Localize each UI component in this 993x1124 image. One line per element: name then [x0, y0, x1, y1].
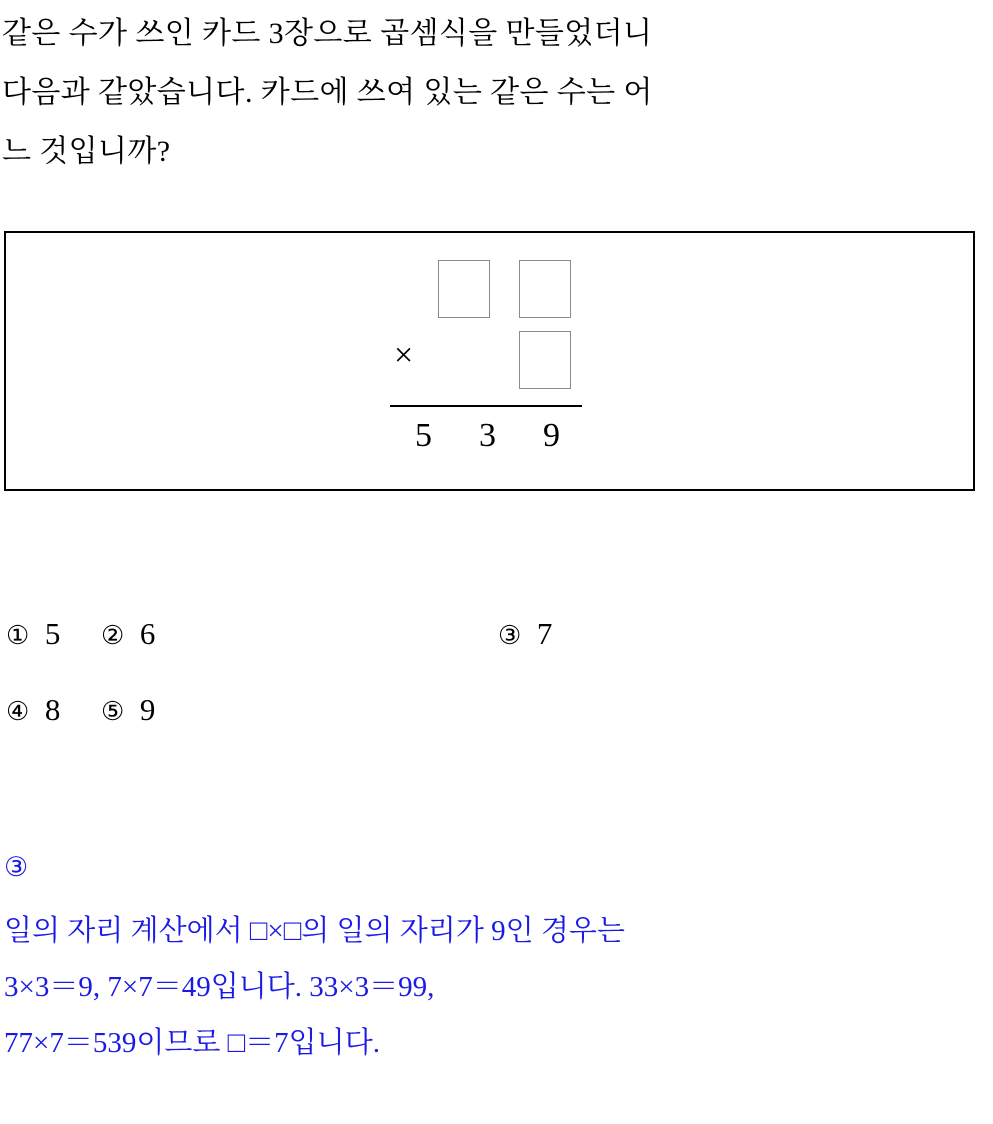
- choice-2[interactable]: [101, 614, 155, 656]
- question-stem: [2, 4, 991, 181]
- choice-3-value: 7: [536, 616, 553, 651]
- answer-explanation: [4, 903, 989, 1071]
- figure-frame: [4, 231, 975, 491]
- choice-4-value: 8: [44, 692, 61, 727]
- choice-1[interactable]: [6, 614, 60, 656]
- choice-4[interactable]: [6, 690, 60, 732]
- empty-card-box-tens: [438, 260, 490, 318]
- product-digit-tens: 3: [479, 417, 497, 454]
- explanation-line-1: 일의 자리 계산에서 □×□의 일의 자리가 9인 경우는: [4, 915, 625, 947]
- multiplication-operator: ×: [394, 337, 414, 374]
- choice-3[interactable]: [498, 614, 552, 656]
- product-digit-hundreds: 5: [415, 417, 433, 454]
- product-row: [392, 412, 584, 460]
- choice-5-number: ⑤: [101, 697, 125, 726]
- choice-5-value: 9: [139, 692, 156, 727]
- explanation-line-3: 77×7＝539이므로 □＝7입니다.: [4, 1027, 380, 1059]
- choice-3-number: ③: [498, 621, 522, 650]
- vertical-multiplication: [386, 257, 606, 472]
- choice-1-number: ①: [6, 621, 30, 650]
- choices-list: [6, 608, 986, 760]
- calculation-rule-line: [390, 405, 582, 407]
- choice-5[interactable]: [101, 690, 155, 732]
- question-line-3: 느 것입니까?: [2, 135, 171, 168]
- product-digit-ones: 9: [543, 417, 561, 454]
- answer-mark: ③: [4, 852, 29, 882]
- answer-block: [4, 845, 989, 1071]
- choice-2-value: 6: [139, 616, 156, 651]
- question-line-1: 같은 수가 쓰인 카드 3장으로 곱셈식을 만들었더니: [2, 17, 653, 50]
- empty-card-box-multiplier: [519, 331, 571, 389]
- choices-row-2: [6, 684, 986, 760]
- empty-card-box-ones: [519, 260, 571, 318]
- explanation-line-2: 3×3＝9, 7×7＝49입니다. 33×3＝99,: [4, 971, 435, 1003]
- question-line-2: 다음과 같았습니다. 카드에 쓰여 있는 같은 수는 어: [2, 76, 653, 109]
- choice-1-value: 5: [44, 616, 61, 651]
- choices-row-1: [6, 608, 986, 684]
- choice-4-number: ④: [6, 697, 30, 726]
- choice-2-number: ②: [101, 621, 125, 650]
